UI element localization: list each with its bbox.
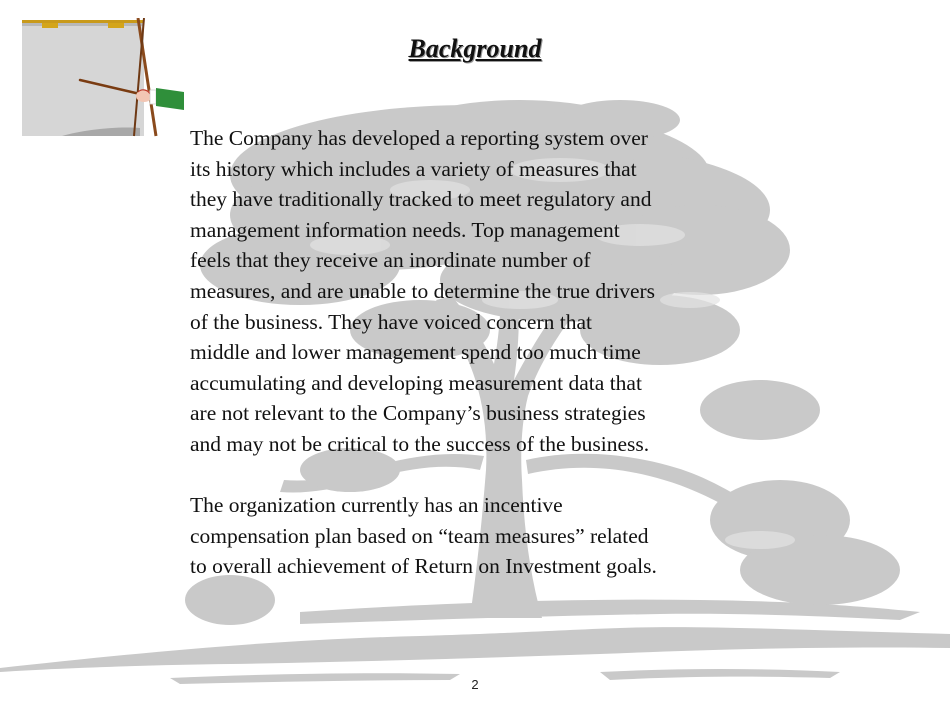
paragraph-incentive-plan: The organization currently has an incentive compensation plan based on “team measures” related to overall achievement of Return on Investment goals. bbox=[190, 493, 657, 579]
paragraph-reporting-system: The Company has developed a reporting system over its history which includes a variety of measures that they have traditionally tracked to meet regulatory and management information needs. Top management feels that they receive an inordinate number of measures, and are unable to determine the true drivers of the business. They have voiced concern that middle and lower management spend too much time accumulating and developing measurement data that are not relevant to the Company’s business strategies and may not be critical to the success of the business. bbox=[190, 126, 656, 456]
page-number: 2 bbox=[471, 677, 479, 692]
body-text bbox=[190, 123, 790, 582]
slide-title: Background bbox=[408, 34, 542, 63]
